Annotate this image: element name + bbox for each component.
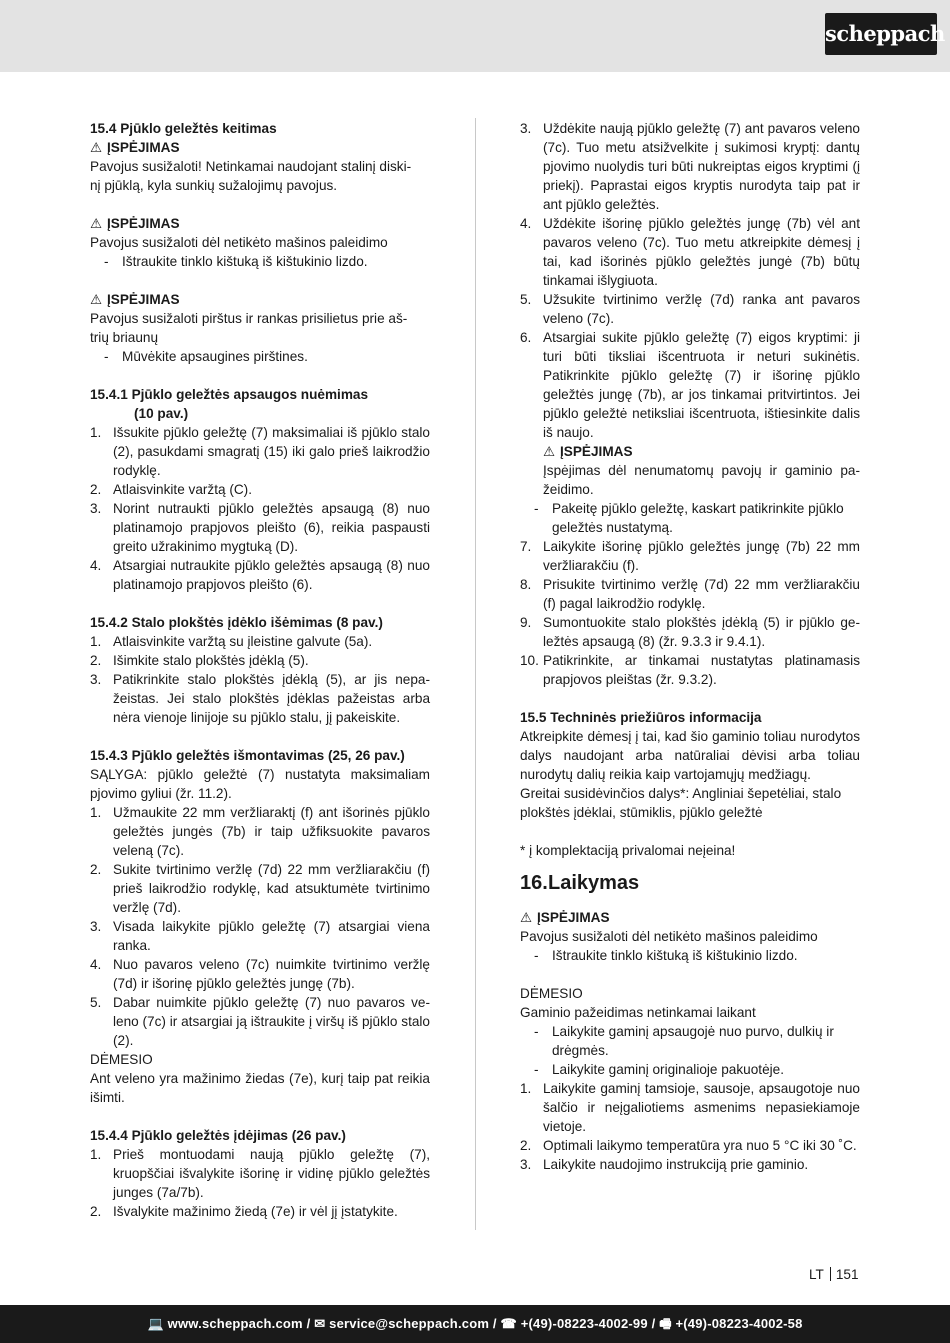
list-item bbox=[520, 328, 860, 442]
list-item-number: 2. bbox=[90, 1204, 102, 1219]
list-item bbox=[90, 917, 430, 955]
left-column bbox=[90, 119, 430, 1221]
section-title-15-5: 15.5 Techninės priežiūros informacija bbox=[520, 710, 762, 725]
list-item-number: 3. bbox=[90, 501, 102, 516]
warning-triangle-icon: ⚠ bbox=[543, 444, 556, 459]
list-item-number: 3. bbox=[90, 919, 102, 934]
list-item bbox=[90, 803, 430, 860]
list-item bbox=[90, 860, 430, 917]
dash-item: - Mūvėkite apsaugines pirštines. bbox=[90, 347, 430, 366]
list-item-text: Patikrinkite stalo plokštės įdėklą (5), ar jis nepažeistas. Jei stalo plokštės įdėklas pažeistas arba nėra vienoje linijoje su pjūklo stalu, jį pakeiskite. bbox=[113, 672, 430, 725]
warning-heading bbox=[520, 908, 860, 927]
list-item-number: 2. bbox=[520, 1138, 532, 1153]
list-item bbox=[520, 1136, 860, 1155]
list-item-number: 3. bbox=[520, 1157, 532, 1172]
list-item bbox=[520, 537, 860, 575]
list-15-4-2 bbox=[90, 632, 430, 727]
warning-heading bbox=[90, 138, 430, 157]
list-item bbox=[90, 993, 430, 1050]
section-title-16 bbox=[520, 870, 860, 896]
list-install-steps-b bbox=[520, 537, 860, 689]
warning-triangle-icon: ⚠ bbox=[520, 910, 533, 925]
warning-text: Pavojus susižaloti! Netinkamai naudojant stalinį diski- bbox=[90, 159, 412, 174]
section-title-15-4-3: 15.4.3 Pjūklo geležtės išmontavimas (25, 26 pav.) bbox=[90, 748, 405, 763]
warning-text: nį pjūklą, kyla sunkių sužalojimų pavojus. bbox=[90, 178, 338, 193]
section-title-15-4-4: 15.4.4 Pjūklo geležtės įdėjimas (26 pav.) bbox=[90, 1128, 346, 1143]
list-item-text: Sukite tvirtinimo veržlę (7d) 22 mm veržliarakčiu (f) prieš laikrodžio rodyklę, kad atsuktumėte tvirtinimo veržlę (7d). bbox=[113, 862, 430, 915]
list-item bbox=[90, 632, 430, 651]
section-title-15-4: 15.4 Pjūklo geležtės keitimas bbox=[90, 121, 277, 136]
page-num: 151 bbox=[835, 1267, 859, 1282]
list-item-number: 1. bbox=[90, 1147, 102, 1162]
warning-triangle-icon: ⚠ bbox=[90, 292, 103, 307]
warning-heading bbox=[90, 214, 430, 233]
list-item bbox=[90, 556, 430, 594]
list-item bbox=[520, 1079, 860, 1136]
page-lang: LT bbox=[809, 1267, 824, 1282]
list-item-text: Nuo pavaros veleno (7c) nuimkite tvirtinimo veržlę (7d) ir išorinę pjūklo geležtės jungę (7b). bbox=[113, 957, 430, 991]
list-item-text: Laikykite naudojimo instrukciją prie gaminio. bbox=[543, 1157, 809, 1172]
list-item-text: Atsargiai sukite pjūklo geležtę (7) eigos kryptimi: ji turi būti tiksliai išcentruota ir neturi sukinėtis. Patikrinkite pjūklo geležtę (7) ir išorinę pjūklo geležtės jungę (7b), ar jos tinkamai pritvirtintos. Jei pjūklo geležtė netiksliai išcentruota, ištiesinkite dalis iš naujo. bbox=[543, 330, 860, 440]
list-item bbox=[520, 119, 860, 214]
list-item bbox=[90, 651, 430, 670]
warning-heading bbox=[543, 442, 860, 461]
footer-contact: 💻 www.scheppach.com / ✉ service@scheppach.com / ☎ +(49)-08223-4002-99 / 🖷 +(49)-08223-4002-58 bbox=[147, 1316, 803, 1331]
list-item-text: Optimali laikymo temperatūra yra nuo 5 °C iki 30 ˚C. bbox=[543, 1138, 857, 1153]
list-item-number: 5. bbox=[90, 995, 102, 1010]
list-item-text: Norint nutraukti pjūklo geležtės apsaugą (8) nuo platinamojo prapjovos pleišto (6), reikia paspausti greito užrakinimo mygtuką (D). bbox=[113, 501, 430, 554]
list-item bbox=[520, 1155, 860, 1174]
list-item-number: 3. bbox=[90, 672, 102, 687]
list-storage-steps bbox=[520, 1079, 860, 1174]
list-item bbox=[90, 480, 430, 499]
warning-text: trių briaunų bbox=[90, 330, 159, 345]
list-item bbox=[90, 670, 430, 727]
list-item-text: Patikrinkite, ar tinkamai nustatytas platinamasis prapjovos pleištas (žr. 9.3.2). bbox=[543, 653, 860, 687]
warning-triangle-icon: ⚠ bbox=[90, 216, 103, 231]
section-title-15-4-1: 15.4.1 Pjūklo geležtės apsaugos nuėmimas bbox=[90, 387, 369, 402]
list-item-text: Atlaisvinkite varžtą (C). bbox=[113, 482, 252, 497]
list-item-number: 6. bbox=[520, 330, 532, 345]
list-item bbox=[90, 499, 430, 556]
list-15-4-4 bbox=[90, 1145, 430, 1221]
dash-item: - Ištraukite tinklo kištuką iš kištukinio lizdo. bbox=[520, 946, 860, 965]
list-item-text: Atsargiai nutraukite pjūklo geležtės apsaugą (8) nuo platinamojo prapjovos pleišto (6). bbox=[113, 558, 430, 592]
warning-text: Pavojus susižaloti dėl netikėto mašinos paleidimo bbox=[90, 235, 388, 250]
dash-item-text: Laikykite gaminį originalioje pakuotėje. bbox=[552, 1062, 784, 1077]
dash-item: - Pakeitę pjūklo geležtę, kaskart patikrinkite pjūklo geležtės nustatymą. bbox=[520, 499, 860, 537]
list-item bbox=[520, 651, 860, 689]
list-item-text: Sumontuokite stalo plokštės įdėklą (5) ir pjūklo geležtės apsaugą (8) (žr. 9.3.3 ir 9.4.1). bbox=[543, 615, 860, 649]
warning-label: ĮSPĖJIMAS bbox=[537, 910, 610, 925]
list-item-number: 3. bbox=[520, 121, 532, 136]
attention-text: Gaminio pažeidimas netinkamai laikant bbox=[520, 1005, 756, 1020]
list-item-number: 4. bbox=[90, 957, 102, 972]
list-item bbox=[90, 955, 430, 993]
list-item-text: Atlaisvinkite varžtą su įleistine galvute (5a). bbox=[113, 634, 373, 649]
list-item-number: 9. bbox=[520, 615, 532, 630]
condition-text: SĄLYGA: pjūklo geležtė (7) nustatyta maksimaliam pjovimo gyliui (žr. 11.2). bbox=[90, 767, 430, 801]
warning-label: ĮSPĖJIMAS bbox=[107, 140, 180, 155]
list-item-text: Visada laikykite pjūklo geležtę (7) atsargiai viena ranka. bbox=[113, 919, 430, 953]
list-item-text: Dabar nuimkite pjūklo geležtę (7) nuo pavaros veleno (7c) ir atsargiai ją ištraukite į viršų iš pjūklo stalo (2). bbox=[113, 995, 430, 1048]
warning-label: ĮSPĖJIMAS bbox=[107, 216, 180, 231]
list-item bbox=[520, 613, 860, 651]
list-item-text: Prieš montuodami naują pjūklo geležtę (7), kruopščiai išvalykite išorinę ir vidinę pjūklo geležtės junges (7a/7b). bbox=[113, 1147, 430, 1200]
footnote-text: * į komplektaciją privalomai neįeina! bbox=[520, 843, 736, 858]
page-number bbox=[809, 1265, 859, 1284]
list-item-number: 1. bbox=[520, 1081, 532, 1096]
list-item-number: 2. bbox=[90, 653, 102, 668]
list-item-number: 1. bbox=[90, 634, 102, 649]
list-15-4-1 bbox=[90, 423, 430, 594]
footer-bar bbox=[0, 1305, 950, 1343]
list-item-text: Uždėkite naują pjūklo geležtę (7) ant pavaros veleno (7c). Tuo metu atsižvelkite į sukimosi kryptį: dantų pjovimo nuolydis turi būti nukreiptas eigos kryptimi (į priekį). Paprastai eigos kryptis nurodyta taip pat ir ant pjūklo geležtės. bbox=[543, 121, 860, 212]
dash-item-text: Laikykite gaminį apsaugojė nuo purvo, dulkių ir drėgmės. bbox=[552, 1024, 834, 1058]
section-number: 16. bbox=[520, 872, 548, 894]
section-title-15-4-1-figure: (10 pav.) bbox=[134, 406, 189, 421]
dash-item: - Ištraukite tinklo kištuką iš kištukinio lizdo. bbox=[90, 252, 430, 271]
list-item bbox=[520, 214, 860, 290]
list-item-number: 7. bbox=[520, 539, 532, 554]
list-item-text: Išimkite stalo plokštės įdėklą (5). bbox=[113, 653, 309, 668]
list-item-text: Užmaukite 22 mm veržliaraktį (f) ant išorinės pjūklo geležtės jungės (7b) ir taip užfiksuokite pavaros veleną (7c). bbox=[113, 805, 430, 858]
maintenance-text: Atkreipkite dėmesį į tai, kad šio gaminio toliau nurodytos dalys naudojant arba natūraliai dėvisi arba toliau nurodytų dalių reikia kaip vartojamųjų medžiagų. bbox=[520, 729, 860, 782]
list-item-text: Uždėkite išorinę pjūklo geležtės jungę (7b) vėl ant pavaros veleno (7c). Tuo metu atkreipkite dėmesį į tai, kad išorinės pjūklo geležtės jungė (7b) būtų tinkamai išlygiuota. bbox=[543, 216, 860, 288]
list-item-text: Išsukite pjūklo geležtę (7) maksimaliai iš pjūklo stalo (2), pasukdami smagratį (15) iki galo prieš laikrodžio rodyklę. bbox=[113, 425, 430, 478]
section-title-15-4-2: 15.4.2 Stalo plokštės įdėklo išėmimas (8 pav.) bbox=[90, 615, 383, 630]
warning-text: Įspėjimas dėl nenumatomų pavojų ir gaminio pažeidimo. bbox=[543, 463, 860, 497]
dash-item-text: Ištraukite tinklo kištuką iš kištukinio lizdo. bbox=[552, 948, 798, 963]
list-item-number: 4. bbox=[90, 558, 102, 573]
warning-label: ĮSPĖJIMAS bbox=[107, 292, 180, 307]
list-item-text: Laikykite išorinę pjūklo geležtės jungę (7b) 22 mm veržliarakčiu (f). bbox=[543, 539, 860, 573]
dash-item: - Laikykite gaminį originalioje pakuotėje. bbox=[520, 1060, 860, 1079]
warning-heading bbox=[90, 290, 430, 309]
list-item-text: Užsukite tvirtinimo veržlę (7d) ranka ant pavaros veleno (7c). bbox=[543, 292, 860, 326]
attention-label: DĖMESIO bbox=[90, 1052, 153, 1067]
list-item-number: 1. bbox=[90, 805, 102, 820]
wear-parts-text: Greitai susidėvinčios dalys*: Angliniai šepetėliai, stalo plokštės įdėklai, stūmiklis, pjūklo geležtė bbox=[520, 786, 842, 820]
list-item-number: 2. bbox=[90, 862, 102, 877]
section-heading: Laikymas bbox=[548, 872, 640, 894]
list-item-number: 4. bbox=[520, 216, 532, 231]
list-item bbox=[520, 575, 860, 613]
scheppach-logo: scheppach bbox=[825, 13, 937, 55]
warning-text: Pavojus susižaloti pirštus ir rankas prisilietus prie aš- bbox=[90, 311, 408, 326]
list-install-steps-a bbox=[520, 119, 860, 442]
list-item bbox=[520, 290, 860, 328]
header-bar bbox=[0, 0, 950, 72]
list-item-number: 2. bbox=[90, 482, 102, 497]
list-item-number: 5. bbox=[520, 292, 532, 307]
list-15-4-3 bbox=[90, 803, 430, 1050]
list-item-text: Prisukite tvirtinimo veržlę (7d) 22 mm veržliarakčiu (f) pagal laikrodžio rodyklę. bbox=[543, 577, 860, 611]
warning-text: Pavojus susižaloti dėl netikėto mašinos paleidimo bbox=[520, 929, 818, 944]
attention-dash-list bbox=[520, 1022, 860, 1079]
warning-label: ĮSPĖJIMAS bbox=[560, 444, 633, 459]
list-item-text: Laikykite gaminį tamsioje, sausoje, apsaugotoje nuo šalčio ir neįgaliotiems asmenims nepasiekiamoje vietoje. bbox=[543, 1081, 860, 1134]
list-item-number: 1. bbox=[90, 425, 102, 440]
list-item bbox=[90, 423, 430, 480]
list-item-number: 8. bbox=[520, 577, 532, 592]
attention-label: DĖMESIO bbox=[520, 986, 583, 1001]
list-item bbox=[90, 1202, 430, 1221]
list-item-number: 10. bbox=[520, 653, 539, 668]
dash-item: - Laikykite gaminį apsaugojė nuo purvo, dulkių ir drėgmės. bbox=[520, 1022, 860, 1060]
dash-item-text: Mūvėkite apsaugines pirštines. bbox=[122, 349, 308, 364]
dash-item-text: Pakeitę pjūklo geležtę, kaskart patikrinkite pjūklo geležtės nustatymą. bbox=[552, 501, 844, 535]
list-item bbox=[90, 1145, 430, 1202]
attention-text: Ant veleno yra mažinimo žiedas (7e), kurį taip pat reikia išimti. bbox=[90, 1071, 430, 1105]
column-divider bbox=[475, 118, 476, 1230]
dash-item-text: Ištraukite tinklo kištuką iš kištukinio lizdo. bbox=[122, 254, 368, 269]
right-column bbox=[520, 119, 860, 1174]
list-item-text: Išvalykite mažinimo žiedą (7e) ir vėl jį įstatykite. bbox=[113, 1204, 398, 1219]
warning-triangle-icon: ⚠ bbox=[90, 140, 103, 155]
inner-warning bbox=[520, 442, 860, 499]
